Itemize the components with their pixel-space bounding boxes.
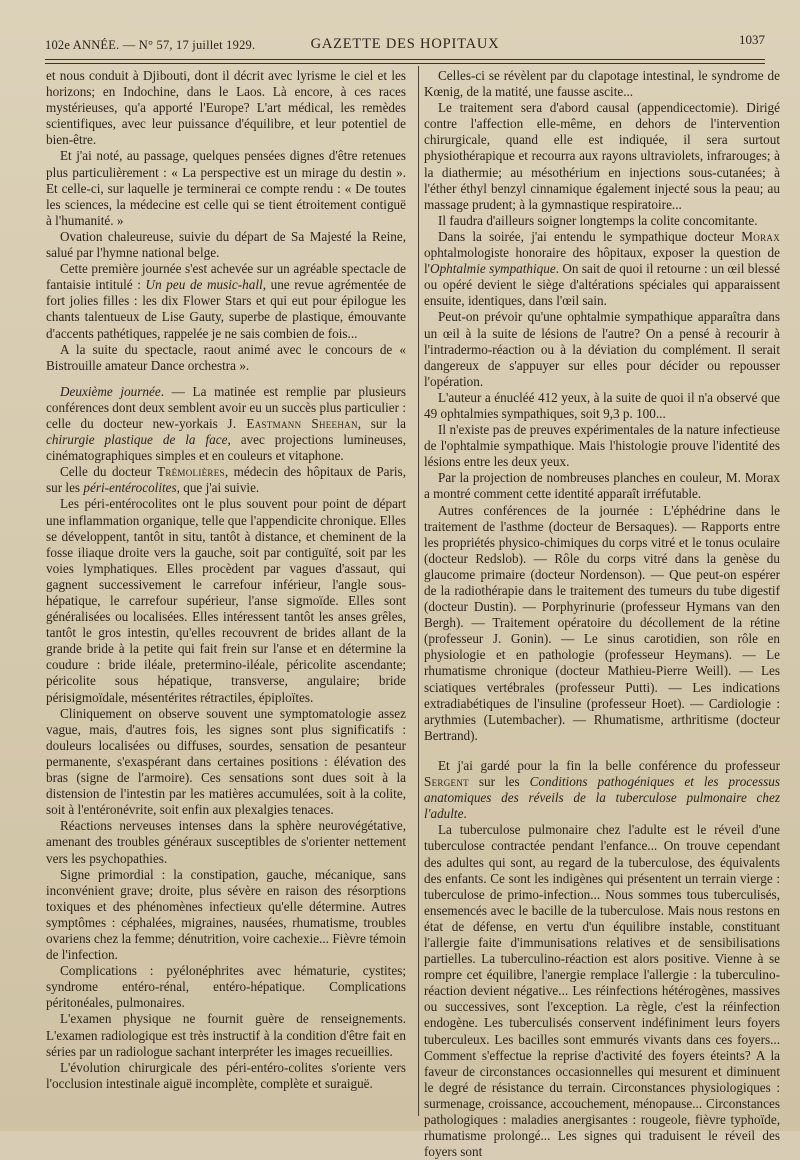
text-run: . — La matinée est remplie par plusieurs conférences dont deux semblent avoir eu un succès plus particulier : celle du docteur new-yorkais xyxy=(46,383,406,431)
paragraph xyxy=(424,229,780,309)
show-title: Un peu de music-hall xyxy=(145,277,263,293)
paragraph: L'examen physique ne fournit guère de renseignements. L'examen radiologique est très instructif à la condition d'être fait en séries par un radiologue sachant interpréter les images recueillies. xyxy=(46,1011,406,1059)
text-run: Dans la soirée, j'ai entendu le sympathique docteur xyxy=(438,228,742,244)
paragraph xyxy=(46,261,406,341)
paragraph: L'auteur a énucléé 412 yeux, à la suite de quoi il n'a observé que 49 ophtalmies sympathiques, soit 9,3 p. 100... xyxy=(424,389,780,421)
text-run: , une revue agrémentée de fort jolies filles : les dix Flower Stars et qui eut pour épilogue les chants talentueux de Lise Gauty, superbe de plastique, émouvante d'accents pathétiques, rappelée je ne sais combien de fois... xyxy=(46,277,406,341)
text-run: sur les xyxy=(468,774,530,790)
text-run: . xyxy=(463,806,467,822)
text-run: Celle du docteur xyxy=(60,464,157,480)
paragraph: Autres conférences de la journée : L'éphédrine dans le traitement de l'asthme (docteur de Bersaques). — Rapports entre les propriétés physico-chimiques du corps vitré et le tonus oculaire (docteur Redslob). — Rôle du corps vitré dans la genèse du glaucome primaire (docteur Nordenson). — Que peut-on espérer de la radiothérapie dans le traitement des tumeurs du tube digestif (docteur Dustin). — Porphyrinurie (professeur Hymans van den Bergh). — Traitement opératoire du décollement de la rétine (professeur J. Gonin). — Le sinus carotidien, son rôle en physiologie et en pathologie (professeur Heymans). — Le rhumatisme chronique (docteur Mathieu-Pierre Weill). — Les sciatiques vertébrales (professeur Putti). — Les indications extradiabétiques de l'insuline (professeur Hoet). — Cardiologie : arythmies (Lutembacher). — Rhumatisme, arthritisme (docteur Bertrand). xyxy=(424,502,780,743)
paragraph: Complications : pyélonéphrites avec hématurie, cystites; syndrome entéro-rénal, entéro-hépatique. Complications péritonéales, pulmonaires. xyxy=(46,963,406,1011)
paragraph: Celles-ci se révèlent par du clapotage intestinal, le syndrome de Kœnig, de la matité, une fausse ascite... xyxy=(424,68,780,100)
lecture-title: péri-entérocolites xyxy=(83,480,177,496)
left-column xyxy=(46,68,406,1092)
paragraph xyxy=(424,758,780,822)
lecture-title: Conditions pathogéniques et les processus anatomiques des réveils de la tuberculose pulmonaire chez l'adulte xyxy=(424,774,780,822)
paragraph: Réactions nerveuses intenses dans la sphère neurovégétative, amenant des troubles généraux susceptibles de s'orienter nettement vers les psychopathies. xyxy=(46,818,406,866)
paragraph xyxy=(46,384,406,464)
paragraph: Il faudra d'ailleurs soigner longtemps la colite concomitante. xyxy=(438,212,758,228)
text-run: , sur la xyxy=(357,415,406,431)
paragraph: Signe primordial : la constipation, gauche, mécanique, sans inconvénient grave; droite, plus sévère en raison des résorptions toxiques et des phénomènes infectieux qu'elle détermine. Autres symptômes : céphalées, migraines, nausées, rhumatisme, troubles ovariens chez la femme; dénutrition, voire cachexie... Fièvre témoin de l'infection. xyxy=(46,866,406,963)
text-run: , avec projections lumineuses, cinématographiques simples et en couleurs et vitaphone. xyxy=(46,432,406,464)
paragraph: Par la projection de nombreuses planches en couleur, M. Morax a montré comment cette identité apparaît irréfutable. xyxy=(424,470,780,502)
paragraph: Le traitement sera d'abord causal (appendicectomie). Dirigé contre l'affection elle-même, en dehors de l'intervention chirurgicale, quand elle est indiquée, il sera surtout physiothérapique et recourra aux rayons ultraviolets, infrarouges; à la diathermie; au mésothérium en injections sous-cutanées; à l'éther éthyl benzyl cinnamique également injecté sous la peau; au massage prudent; à la gymnastique respiratoire... xyxy=(424,100,780,212)
lecture-title: chirurgie plastique de la face xyxy=(46,432,228,448)
paragraph: Et j'ai noté, au passage, quelques pensées dignes d'être retenues plus particulièrement : « La perspective est un mirage du destin ». Et celle-ci, sur laquelle je terminerai ce compte rendu : « De toutes les sciences, la médecine est celle qui se tient étroitement contiguë à l'humanité. » xyxy=(46,148,406,228)
header-rule-thin xyxy=(45,63,765,64)
paragraph: L'évolution chirurgicale des péri-entéro-colites s'oriente vers l'occlusion intestinale aiguë incomplète, complète et suraiguë. xyxy=(46,1059,406,1091)
paragraph: Cliniquement on observe souvent une symptomatologie assez vague, mais, d'autres fois, les signes sont plus significatifs : douleurs localisées ou diffuses, sourdes, sensation de pesanteur permanente, s'exaspérant dans certaines positions : élévation des bras (signe de l'armoire). Ces sensations sont dues soit à la distension de l'intestin par les matières accumulées, soit à la colite, soit à l'entéronévrite, soit enfin aux plexalgies tenaces. xyxy=(46,705,406,818)
paragraph: La tuberculose pulmonaire chez l'adulte est le réveil d'une tuberculose contractée pendant l'enfance... On trouve cependant des adultes qui sont, au regard de la tuberculose, des équivalents des enfants. Ce sont les indigènes qui présentent un terrain vierge : tuberculose de primo-infection... Nous sommes tous tuberculisés, ensemencés avec le bacille de la tuberculose. Mais nous restons en état de défense, en vertu d'un équilibre instable, constituant l'allergie faite d'immunisations relatives et de sensibilisations partielles. La tuberculino-réaction est alors positive. Vienne à se rompre cet équilibre, l'anergie remplace l'allergie : la tuberculino-réaction devient négative... Les réinfections hétérogènes, massives ou successives, sont l'exception. La règle, c'est la réinfection endogène. Les tuberculisés conservent indéfiniment leurs foyers tuberculeux. Les bacilles sont emmurés vivants dans ces foyers... Comment s'effectue la reprise d'activité des foyers éteints? A la faveur de circonstances occasionnelles qui mesurent et diminuent le degré de résistance du terrain. Circonstances physiologiques : surmenage, croissance, accouchement, ménopause... Circonstances pathologiques : maladies anergisantes : rougeole, fièvre typhoïde, rhumatisme prolongé... Les signes qui traduisent le réveil des foyers sont xyxy=(424,822,780,1160)
paragraph: et nous conduit à Djibouti, dont il décrit avec lyrisme le ciel et les horizons; en Indochine, dans le Laos. Là encore, à ces races mystérieuses, qu'a apporté l'Europe? L'art médical, les remèdes scientifiques, avec leur puissance d'équilibre, et leur potentiel de bien-être. xyxy=(46,68,406,148)
lecture-title: Ophtalmie sympathique xyxy=(430,261,556,277)
author-name: Trémolières xyxy=(156,464,225,480)
author-name: J. Eastmann Sheehan xyxy=(227,415,358,431)
text-run: , médecin des hôpitaux de Paris, sur les xyxy=(46,464,406,496)
paragraph: Ovation chaleureuse, suivie du départ de Sa Majesté la Reine, salué par l'hymne national belge. xyxy=(46,228,406,261)
paragraph: Les péri-entérocolites ont le plus souvent pour point de départ une inflammation organique, telle que l'appendicite chronique. Elles se développent, tantôt in situ, tantôt à distance, et cheminent de la fosse iliaque droite vers la gauche, soit par contiguïté, soit par les voies lymphatiques. Elles procèdent par vagues d'assaut, qui gagnent successivement le carrefour inférieur, l'angle sous-hépatique, le carrefour supérieur, l'anse sigmoïde. Elles sont généralisées ou localisées. Elles intéressent tantôt les anses grêles, tantôt le gros intestin, qu'elles recouvrent de brides allant de la grande bride à la petite qui fait frein sur l'anse et en détermine la coudure : bride iléale, pretermino-iléale, péricolite ascendante; péricolite sous hépatique, transverse, angulaire; bride périsigmoïdale, mésentérites rétractiles, épiploïtes. xyxy=(46,496,406,705)
paragraph: Il n'existe pas de preuves expérimentales de la nature infectieuse de l'ophtalmie sympathique. Mais l'histologie prouve l'identité des lésions entre les deux yeux. xyxy=(424,422,780,470)
paragraph: A la suite du spectacle, raout animé avec le concours de « Bistrouille amateur Dance orchestra ». xyxy=(46,341,406,373)
issue-info: 102e ANNÉE. — N° 57, 17 juillet 1929. xyxy=(45,38,256,52)
paragraph xyxy=(46,464,406,496)
section-heading: Deuxième journée xyxy=(60,383,161,399)
header-rule-thick xyxy=(45,59,765,60)
author-name: Morax xyxy=(741,228,780,244)
text-run: . On sait de quoi il retourne : un œil blessé ou opéré devient le siège d'altérations spéciales qui apparaissent ensuite, identiques, dans l'œil sain. xyxy=(424,261,780,309)
text-run: Cette première journée s'est achevée sur un agréable spectacle de fantaisie intitulé : xyxy=(46,261,406,293)
running-header xyxy=(45,32,765,56)
author-name: Sergent xyxy=(424,774,469,790)
journal-title: GAZETTE DES HOPITAUX xyxy=(310,36,500,52)
paragraph: Peut-on prévoir qu'une ophtalmie sympathique apparaîtra dans un œil à la suite de lésions de l'autre? On a pensé à recourir à l'intradermo-réaction ou à la déviation du complément. Il serait dangereux de s'appuyer sur elles pour décider ou repousser l'opération. xyxy=(424,309,780,389)
text-run: , que j'ai suivie. xyxy=(176,480,260,496)
right-column xyxy=(424,68,780,1160)
column-divider xyxy=(418,66,419,1116)
page-number: 1037 xyxy=(739,32,765,47)
text-run: ophtalmologiste honoraire des hôpitaux, exposer la question de l' xyxy=(424,245,780,277)
text-run: Et j'ai gardé pour la fin la belle conférence du professeur xyxy=(438,757,780,773)
